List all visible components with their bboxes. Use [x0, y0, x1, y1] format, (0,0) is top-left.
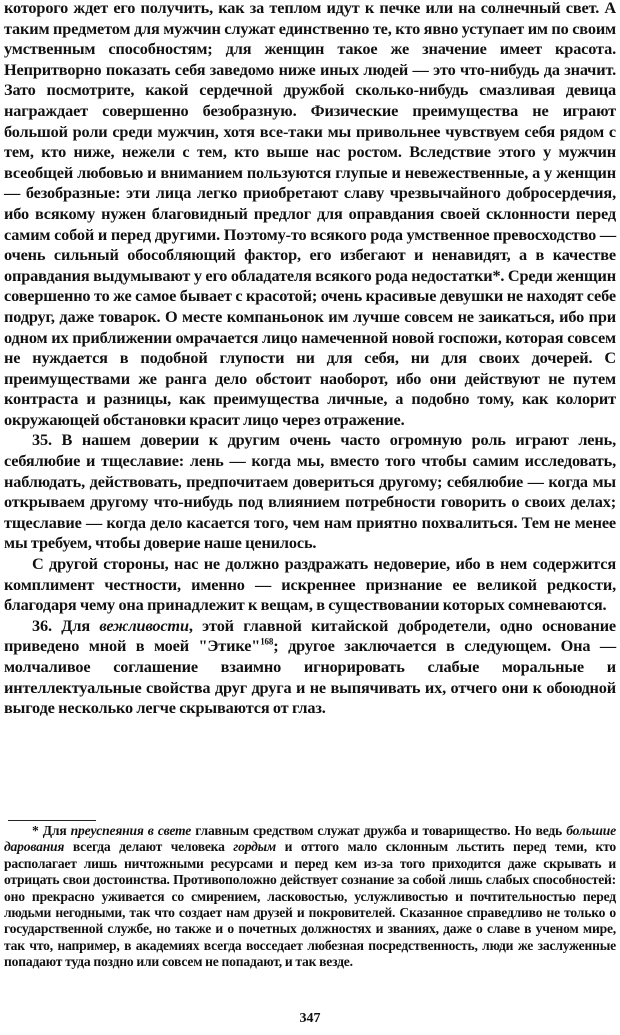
paragraph-35: 35. В нашем доверии к другим очень часто огромную роль играют лень, себялюбие и тщеславие: лень — когда мы, вместо того чтобы самим исследовать, наблюдать, действовать, предпочитаем довериться другому; себялюбие — когда мы открываем другому что-нибудь под влиянием потребности говорить о своих делах; тщеславие — когда дело касается того, чем нам приятно похвалиться. Тем не менее мы требуем, чтобы доверие наше ценилось.	[4, 430, 616, 553]
footnote-italic-2: большие дарования	[4, 823, 616, 855]
footnote-part-d: и оттого мало склонным льстить перед теми, кто располагает лишь ничтожными ресурсами и перед кем из-за того приходится даже скрывать и отрицать свои достоинства. Противоположно действует сознание за собой лишь слабых способностей: оно прекрасно уживается со смирением, ласковостью, услужливостью и почтительностью перед людьми негодными, так что создает нам друзей и покровителей. Сказанное справедливо не только о государственной службе, но также и о почетных должностях и званиях, даже о славе в ученом мире, так что, например, в академиях всегда восседает любезная посредственность, люди же заслуженные попадают туда поздно или совсем не попадают, и так везде.	[4, 839, 617, 970]
footnote-part-c: всегда делают человека	[64, 839, 234, 855]
page-number: 347	[299, 1011, 321, 1026]
main-text	[4, 0, 616, 719]
paragraph-36-middle: , этой главной китайской добродетели, одно основание приведено мной в моей "Этике"	[4, 615, 617, 656]
book-page	[4, 0, 616, 1035]
footnote-text	[4, 823, 616, 971]
paragraph-36	[4, 616, 616, 719]
italic-politeness: вежливости	[99, 615, 189, 635]
footnote-italic-1: преуспеяния в свете	[70, 823, 192, 838]
paragraph-continuation: которого ждет его получить, как за теплом идут к печке или на солнечный свет. А таким предметом для мужчин служат единственно те, кто явно уступает им по своим умственным способностям; для женщин такое же значение имеет красота. Непритворно показать себя заведомо ниже иных людей — это что-нибудь да значит. Зато посмотрите, какой сердечной дружбой сколько-нибудь смазливая девица награждает совершенно безобразную. Физические преимущества не играют большой роли среди мужчин, хотя все-таки мы привольнее чувствуем себя рядом с тем, кто ниже, нежели с тем, кто выше нас ростом. Вследствие этого у мужчин всеобщей любовью и вниманием пользуются глупые и невежественные, а у женщин — безобразные: эти лица легко приобретают славу чрезвычайного добросердечия, ибо всякому нужен благовидный предлог для оправдания своей склонности перед самим собой и перед другими. Поэтому-то всякого рода умственное превосходство — очень сильный обособляющий фактор, его избегают и ненавидят, а в качестве оправдания выдумывают у его обладателя всякого рода недостатки*. Среди женщин совершенно то же самое бывает с красотой; очень красивые девушки не находят себе подруг, даже товарок. О месте компаньонок им лучше совсем не заикаться, ибо при одном их приближении омрачается лицо намеченной новой госпожи, которая совсем не нуждается в подобной глупости ни для себя, ни для своих дочерей. С преимуществами же ранга дело обстоит наоборот, ибо они действуют не путем контраста и разницы, как преимущества личные, а подобно тому, как колорит окружающей обстановки красит лицо через отражение.	[4, 0, 616, 429]
footnote-divider	[8, 820, 96, 821]
paragraph-36-start: 36. Для	[32, 615, 100, 635]
paragraph-distrust: С другой стороны, нас не должно раздражать недоверие, ибо в нем содержится комплимент честности, именно — искреннее признание ее великой редкости, благодаря чему она принадлежит к вещам, в существовании которых сомневаются.	[4, 554, 616, 615]
endnote-reference: 168	[260, 636, 274, 647]
footnote-start: * Для	[32, 823, 71, 838]
footnote-part-b: главным средством служат дружба и товарищество. Но ведь	[191, 823, 567, 838]
footnote	[4, 823, 616, 971]
footnote-italic-3: гордым	[233, 839, 277, 855]
paragraph-36-end: ; другое заключается в следующем. Она — молчаливое соглашение взаимно игнорировать слабые моральные и интеллектуальные свойства друг друга и не выпячивать их, отчего они к обоюдной выгоде несколько легче скрываются от глаз.	[4, 636, 616, 718]
